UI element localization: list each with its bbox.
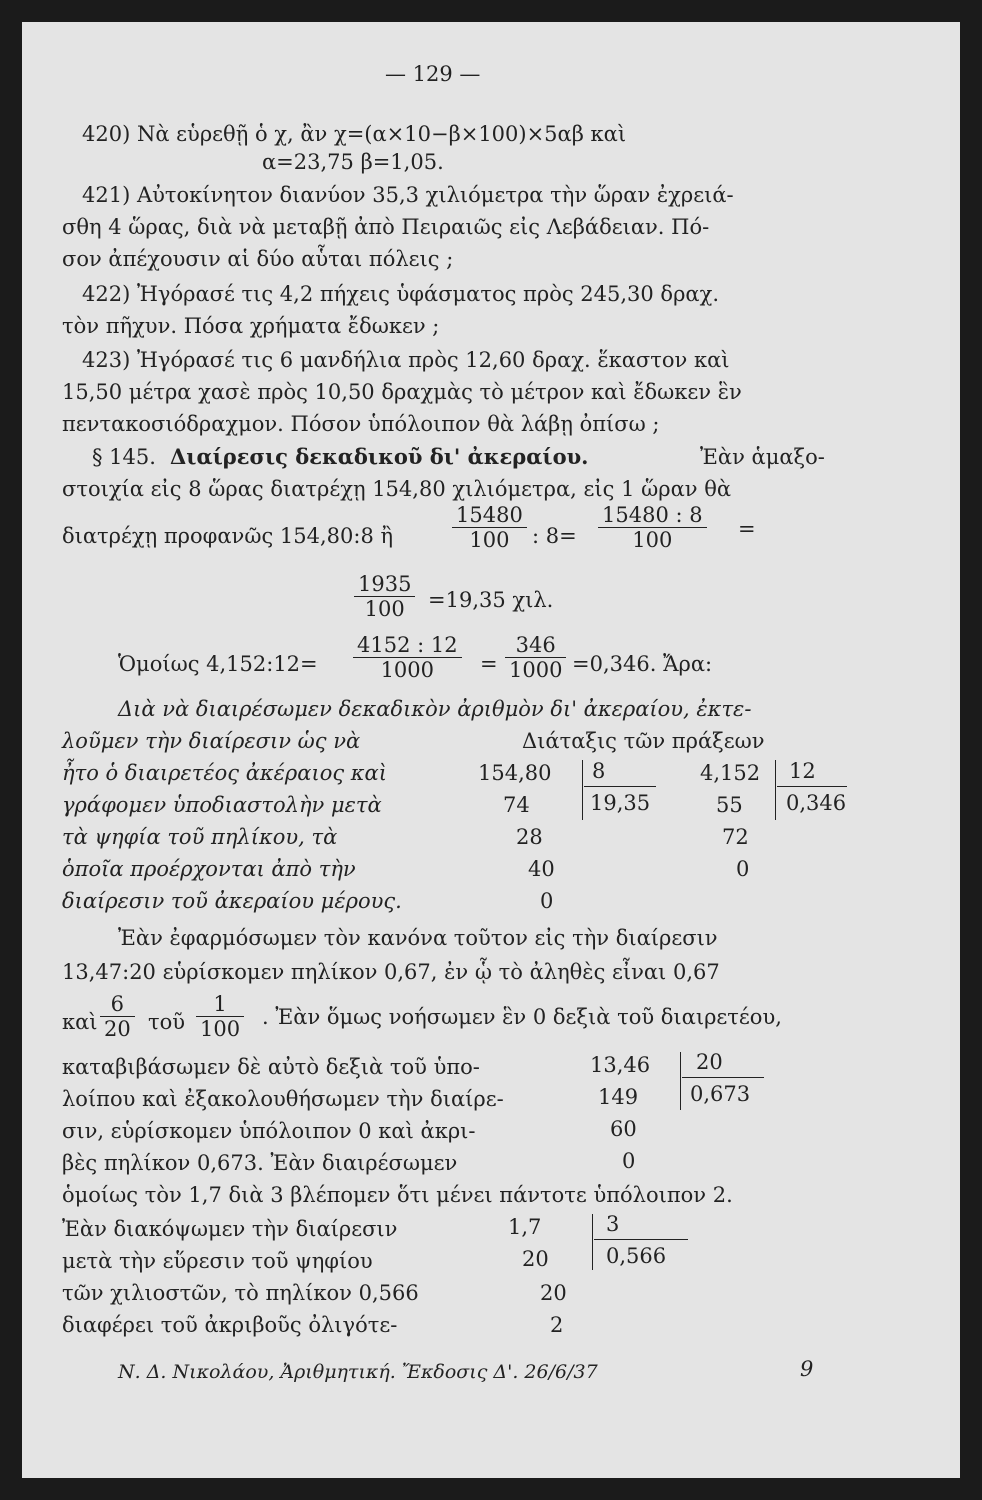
rule-line1: Διὰ νὰ διαιρέσωμεν δεκαδικὸν ἀριθμὸν δι' ἀκεραίου, ἐκτε- [118, 697, 752, 721]
after-line6: σιν, εὑρίσκομεν ὑπόλοιπον 0 καὶ ἀκρι- [62, 1119, 476, 1143]
fraction-346-1000 [505, 633, 566, 682]
quotient: 0,673 [690, 1082, 751, 1106]
remainder-4: 0 [540, 889, 554, 913]
fraction-15480-100 [452, 503, 527, 552]
divisor: 8 [592, 759, 606, 783]
fraction-denominator: 1000 [353, 657, 462, 682]
remainder-1: 55 [716, 793, 743, 817]
fraction-numerator: 1 [213, 992, 227, 1016]
rule-line3: ἦτο ὁ διαιρετέος ἀκέραιος καὶ [62, 761, 387, 785]
division-by-8: : 8= [532, 524, 577, 548]
result-0-346: =0,346. Ἄρα: [572, 652, 713, 676]
fraction-numerator: 6 [110, 992, 125, 1016]
fraction-15480-div-8 [598, 503, 707, 552]
exercise-423-line1: 423) Ἠγόρασέ τις 6 μανδήλια πρὸς 12,60 δραχ. ἕκαστον καὶ [82, 348, 730, 372]
after-line3-start: καὶ [62, 1010, 98, 1034]
exercise-423-line3: πεντακοσιόδραχμον. Πόσον ὑπόλοιπον θὰ λάβῃ ὀπίσω ; [62, 412, 660, 436]
remainder-3: 0 [622, 1149, 636, 1173]
dividend: 13,46 [590, 1053, 651, 1077]
fraction-denominator: 100 [452, 527, 527, 552]
fraction-denominator: 1000 [505, 657, 566, 682]
after-line12: διαφέρει τοῦ ἀκριβοῦς ὀλιγότε- [62, 1313, 398, 1337]
scan-border-right [960, 0, 982, 1500]
dividend: 4,152 [700, 761, 761, 785]
after-line7: βὲς πηλίκον 0,673. Ἐὰν διαιρέσωμεν [62, 1151, 458, 1175]
divisor-underline [682, 1077, 764, 1078]
section-line2: στοιχία εἰς 8 ὥρας διατρέχῃ 154,80 χιλιόμετρα, εἰς 1 ὥραν θὰ [62, 477, 732, 501]
result-19-35: =19,35 χιλ. [428, 588, 554, 612]
section-line1-rest: Ἐὰν ἁμαξο- [700, 445, 825, 469]
fraction-numerator: 346 [515, 633, 556, 657]
equals-sign: = [738, 517, 756, 541]
scan-border-left [0, 0, 22, 1500]
exercise-421-line3: σον ἀπέχουσιν αἱ δύο αὗται πόλεις ; [62, 247, 454, 271]
dividend: 1,7 [508, 1215, 542, 1239]
exercise-422-line2: τὸν πῆχυν. Πόσα χρήματα ἔδωκεν ; [62, 314, 440, 338]
after-line1: Ἐὰν ἐφαρμόσωμεν τὸν κανόνα τοῦτον εἰς τὴν διαίρεσιν [118, 926, 718, 950]
similarly-start: Ὁμοίως 4,152:12= [118, 652, 318, 676]
fraction-4152-div-12 [353, 633, 462, 682]
equals-sign-2: = [480, 652, 498, 676]
after-line10: μετὰ τὴν εὕρεσιν τοῦ ψηφίου [62, 1249, 373, 1273]
exercise-422-line1: 422) Ἠγόρασέ τις 4,2 πήχεις ὑφάσματος πρὸς 245,30 δραχ. [82, 282, 720, 306]
remainder-3: 40 [528, 857, 555, 881]
fraction-denominator: 100 [354, 596, 415, 621]
remainder-1: 149 [598, 1085, 639, 1109]
remainder-2: 60 [610, 1117, 637, 1141]
after-line8: ὁμοίως τὸν 1,7 διὰ 3 βλέπομεν ὅτι μένει πάντοτε ὑπόλοιπον 2. [62, 1183, 733, 1207]
exercise-423-line2: 15,50 μέτρα χασὲ πρὸς 10,50 δραχμὰς τὸ μέτρον καὶ ἔδωκεν ἓν [62, 380, 742, 404]
after-line5: λοίπου καὶ ἐξακολουθήσωμεν τὴν διαίρε- [62, 1087, 504, 1111]
division-bar [680, 1052, 681, 1110]
remainder-2: 28 [516, 825, 543, 849]
fraction-denominator: 20 [100, 1016, 135, 1041]
divisor: 20 [696, 1050, 723, 1074]
remainder-2: 72 [722, 825, 749, 849]
divisor-underline [594, 1239, 688, 1240]
remainder-3: 0 [736, 857, 750, 881]
divisor: 3 [606, 1212, 620, 1236]
dividend: 154,80 [478, 761, 552, 785]
layout-title: Διάταξις τῶν πράξεων [522, 729, 765, 753]
fraction-numerator: 15480 : 8 [602, 503, 703, 527]
remainder-3: 2 [550, 1313, 564, 1337]
quotient: 0,346 [786, 791, 847, 815]
divisor-underline [777, 786, 847, 787]
after-line11: τῶν χιλιοστῶν, τὸ πηλίκον 0,566 [62, 1281, 419, 1305]
remainder-1: 20 [522, 1247, 549, 1271]
fraction-numerator: 1935 [358, 572, 412, 596]
exercise-420-line1: 420) Νὰ εὑρεθῇ ὁ χ, ἂν χ=(α×10−β×100)×5αβ καὶ [82, 122, 627, 146]
after-line3-of: τοῦ [148, 1010, 186, 1034]
divisor: 12 [789, 759, 816, 783]
division-bar [582, 760, 583, 820]
fraction-denominator: 100 [196, 1016, 244, 1041]
rule-line5: τὰ ψηφία τοῦ πηλίκου, τὰ [62, 825, 338, 849]
rule-line2: λοῦμεν τὴν διαίρεσιν ὡς νὰ [62, 729, 361, 753]
after-line2: 13,47:20 εὑρίσκομεν πηλίκον 0,67, ἐν ᾧ τὸ ἀληθὲς εἶναι 0,67 [62, 960, 720, 984]
remainder-1: 74 [503, 793, 530, 817]
quotient: 0,566 [606, 1244, 667, 1268]
rule-line4: γράφομεν ὑποδιαστολὴν μετὰ [62, 793, 382, 817]
division-bar [775, 760, 776, 820]
exercise-421-line1: 421) Αὐτοκίνητον διανύον 35,3 χιλιόμετρα τὴν ὥραν ἐχρειά- [82, 183, 734, 207]
section-title: Διαίρεσις δεκαδικοῦ δι' ἀκεραίου. [170, 444, 589, 469]
after-line9: Ἐὰν διακόψωμεν τὴν διαίρεσιν [62, 1217, 398, 1241]
page-number: — 129 — [385, 62, 481, 86]
scan-border-bottom [0, 1478, 982, 1500]
section-number: § 145. [92, 445, 156, 469]
fraction-numerator: 15480 [456, 503, 523, 527]
exercise-420-line2: α=23,75 β=1,05. [262, 150, 444, 174]
divisor-underline [584, 786, 656, 787]
fraction-6-20 [100, 992, 135, 1041]
exercise-421-line2: σθη 4 ὥρας, διὰ νὰ μεταβῇ ἀπὸ Πειραιῶς εἰς Λεβάδειαν. Πό- [62, 215, 710, 239]
after-line4: καταβιβάσωμεν δὲ αὐτὸ δεξιὰ τοῦ ὑπο- [62, 1055, 480, 1079]
quotient: 19,35 [590, 791, 651, 815]
remainder-2: 20 [540, 1281, 567, 1305]
fraction-1-100 [196, 992, 244, 1041]
section-line3-start: διατρέχῃ προφανῶς 154,80:8 ἢ [62, 524, 394, 548]
footer-imprint: Ν. Δ. Νικολάου, Ἀριθμητική. Ἔκδοσις Δ'. 26/6/37 [118, 1361, 598, 1383]
signature-mark: 9 [800, 1357, 814, 1381]
rule-line6: ὁποῖα προέρχονται ἀπὸ τὴν [62, 857, 356, 881]
rule-line7: διαίρεσιν τοῦ ἀκεραίου μέρους. [62, 889, 402, 913]
division-bar [592, 1214, 593, 1270]
fraction-1935-100 [354, 572, 415, 621]
fraction-denominator: 100 [598, 527, 707, 552]
fraction-numerator: 4152 : 12 [357, 633, 458, 657]
scan-border-top [0, 0, 982, 22]
after-line3-rest: . Ἐὰν ὅμως νοήσωμεν ἓν 0 δεξιὰ τοῦ διαιρετέου, [262, 1005, 782, 1029]
